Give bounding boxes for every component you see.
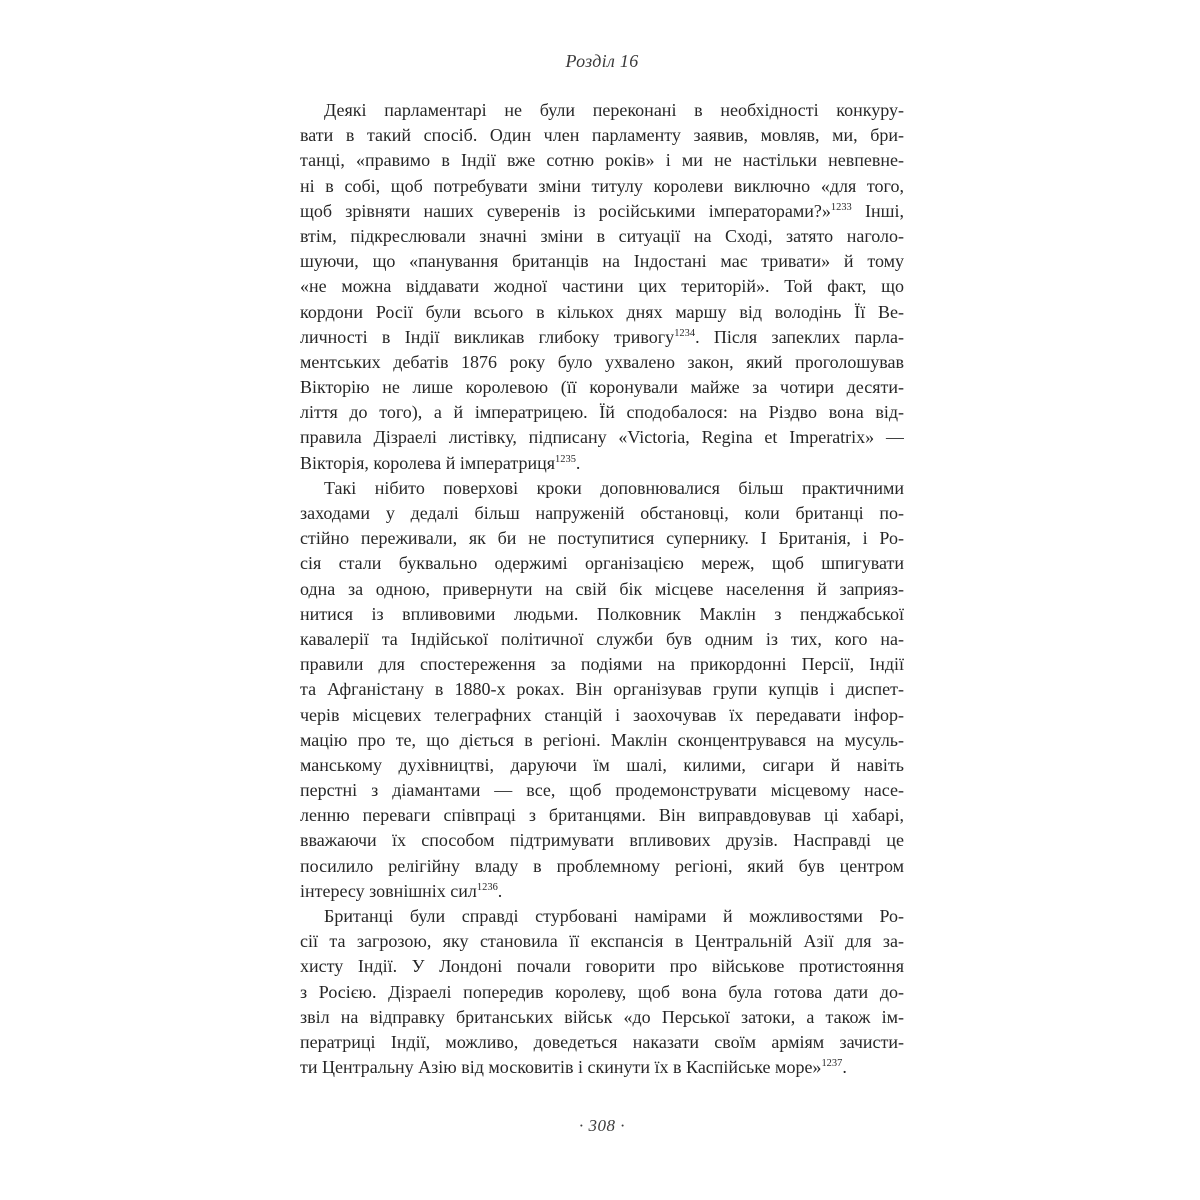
page-number: · 308 · xyxy=(579,1116,625,1136)
text-line: шуючи, що «панування британців на Індостані має тривати» й тому xyxy=(300,251,904,272)
text-line: Британці були справді стурбовані намірами й можливостями Ро- xyxy=(324,906,904,926)
footnote-reference: 1236 xyxy=(476,881,498,893)
text-line: інтересу зовнішніх сил$^{1236}$. xyxy=(300,880,503,901)
text-line: Вікторію не лише королевою (її коронували майже за чотири десяти- xyxy=(300,377,904,398)
text-line: ператриці Індії, можливо, доведеться наказати своїм арміям зачисти- xyxy=(300,1031,904,1052)
text-line: кавалерії та Індійської політичної служби був одним із тих, кого на- xyxy=(300,628,904,649)
paragraph xyxy=(300,904,904,1080)
text-line: Вікторія, королева й імператриця$^{1235}$. xyxy=(300,452,581,473)
text-line: кордони Росії були всього в кількох днях маршу від володінь Її Ве- xyxy=(300,301,904,322)
text-line: щоб зрівняти наших суверенів із російськими імператорами?»$^{1233}$ Інші, xyxy=(300,200,904,221)
text-line: сія стали буквально одержимі організацією мереж, щоб шпигувати xyxy=(300,553,904,574)
text-line: перстні з діамантами — все, щоб продемонструвати місцевому насе- xyxy=(300,780,904,801)
text-line: танці, «правимо в Індії вже сотню років» і ми не настільки невпевне- xyxy=(300,150,904,171)
text-line: та Афганістану в 1880-х роках. Він організував групи купців і диспет- xyxy=(300,679,904,700)
text-line: хисту Індії. У Лондоні почали говорити про військове протистояння xyxy=(300,956,904,977)
text-line: заходами у дедалі більш напруженій обстановці, коли британці по- xyxy=(300,503,904,523)
text-line: сії та загрозою, яку становила її експансія в Центральній Азії для за- xyxy=(300,931,904,952)
paragraph xyxy=(300,476,904,904)
page-content xyxy=(300,0,904,1136)
text-line: ні в собі, щоб потребувати зміни титулу королеви виключно «для того, xyxy=(300,175,904,196)
text-line: правили для спостереження за подіями на прикордонні Персії, Індії xyxy=(300,654,904,675)
text-line: втім, підкреслювали значні зміни в ситуації на Сході, затято наголо- xyxy=(300,225,904,246)
text-line: звіл на відправку британських військ «до Перської затоки, а також ім- xyxy=(300,1006,904,1027)
text-line: Деякі парламентарі не були переконані в необхідності конкуру- xyxy=(324,100,904,120)
text-line: ментських дебатів 1876 року було ухвалено закон, який проголошував xyxy=(300,351,904,372)
text-line: нитися із впливовими людьми. Полковник Маклін з пенджабської xyxy=(300,603,904,624)
footnote-reference: 1234 xyxy=(674,327,696,339)
footnote-reference: 1237 xyxy=(821,1058,843,1070)
text-line: з Росією. Дізраелі попередив королеву, щоб вона була готова дати до- xyxy=(300,981,904,1002)
text-line: вати в такий спосіб. Один член парламенту заявив, мовляв, ми, бри- xyxy=(300,125,904,146)
text-line: «не можна віддавати жодної частини цих територій». Той факт, що xyxy=(300,276,904,297)
text-line: черів місцевих телеграфних станцій і заохочував їх передавати інфор- xyxy=(300,704,904,725)
text-line: ліття до того), а й імператрицею. Їй сподобалося: на Різдво вона від- xyxy=(300,402,904,423)
text-line: личності в Індії викликав глибоку тривогу$^{1234}$. Після запеклих парла- xyxy=(300,326,904,347)
text-line: манському духівництві, даруючи їм шалі, килими, сигари й навіть xyxy=(300,754,904,775)
text-line: одна за одною, привернути на свій бік місцеве населення й заприяз- xyxy=(300,578,904,599)
text-line: вважаючи їх способом підтримувати впливових друзів. Насправді це xyxy=(300,830,904,851)
footnote-reference: 1235 xyxy=(555,453,576,465)
text-line: стійно переживали, як би не поступитися супернику. І Британія, і Ро- xyxy=(300,528,904,549)
text-line: ти Центральну Азію від московитів і скинути їх в Каспійське море»$^{1237}$. xyxy=(300,1057,847,1078)
text-line: Такі нібито поверхові кроки доповнювалися більш практичними xyxy=(324,477,904,498)
text-block xyxy=(300,98,904,1080)
text-line: мацію про те, що діється в регіоні. Маклін сконцентрувався на мусуль- xyxy=(300,729,904,750)
footnote-reference: 1233 xyxy=(830,201,852,213)
text-line: ленню переваги співпраці з британцями. Він виправдовував ці хабарі, xyxy=(300,805,904,826)
text-line: посилило релігійну владу в проблемному регіоні, який був центром xyxy=(300,855,904,876)
paragraph xyxy=(300,98,904,476)
text-line: правила Дізраелі листівку, підписану «Victoria, Regina et Imperatrix» — xyxy=(300,427,904,448)
running-header-chapter: Розділ 16 xyxy=(565,51,639,71)
